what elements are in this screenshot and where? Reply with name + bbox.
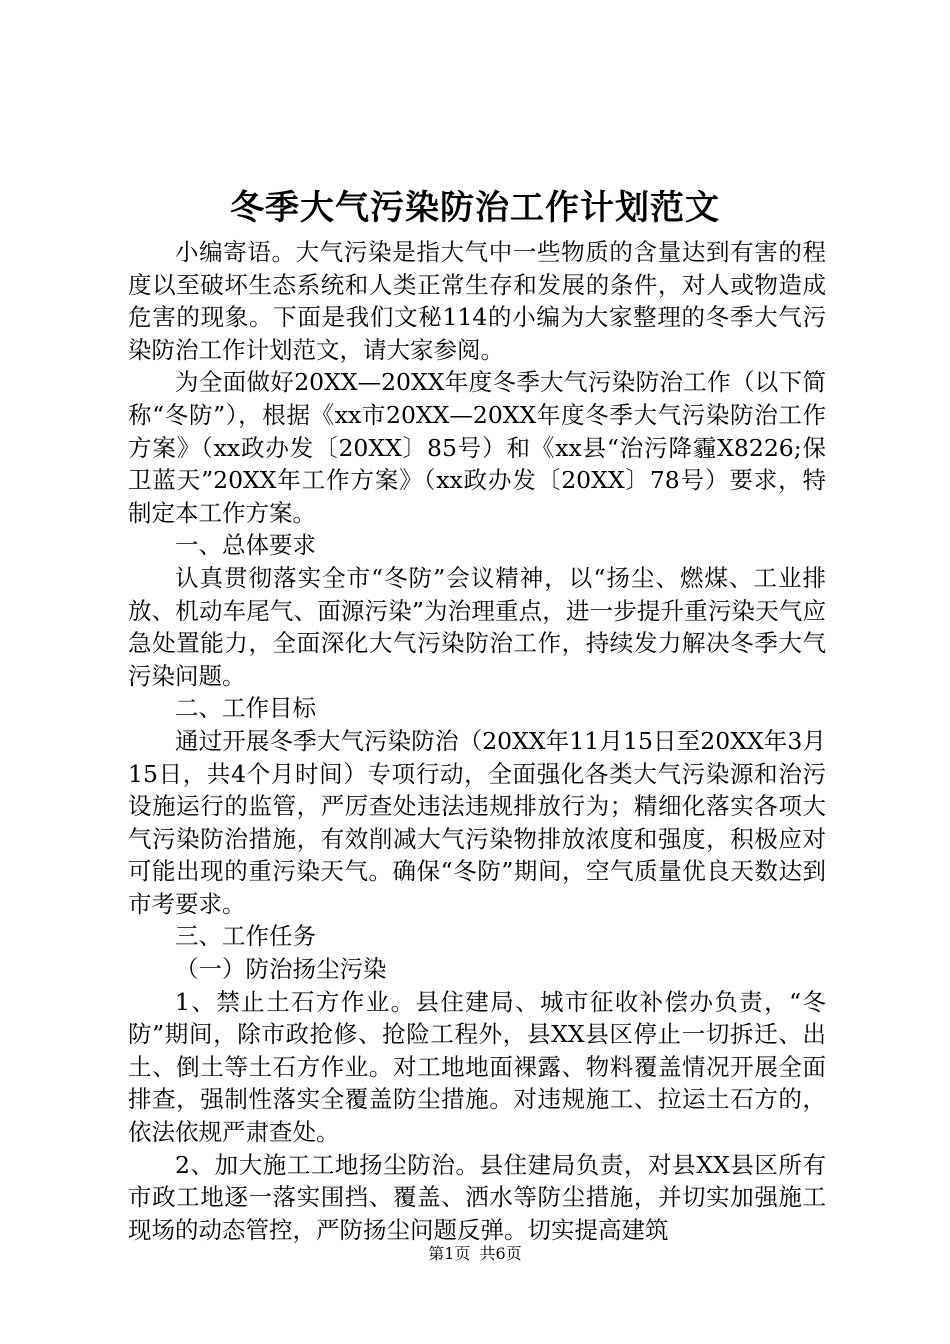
paragraph-task-1: 1、禁止土石方作业。县住建局、城市征收补偿办负责，“冬防”期间，除市政抢修、抢险工程外，县XX县区停止一切拆迁、出土、倒土等土石方作业。对工地地面裸露、物料覆盖情况开展全面排查，强制性落实全覆盖防尘措施。对违规施工、拉运土石方的，依法依规严肃查处。 bbox=[128, 987, 826, 1147]
page-number: 第1页 bbox=[428, 1244, 471, 1263]
paragraph-intro: 小编寄语。大气污染是指大气中一些物质的含量达到有害的程度以至破坏生态系统和人类正常生存和发展的条件，对人或物造成危害的现象。下面是我们文秘114的小编为大家整理的冬季大气污染防治工作计划范文，请大家参阅。 bbox=[128, 238, 826, 364]
section-heading-work-tasks: 三、工作任务 bbox=[175, 922, 316, 951]
paragraph-work-goals: 通过开展冬季大气污染防治（20XX年11月15日至20XX年3月15日，共4个月时间）专项行动，全面强化各类大气污染源和治污设施运行的监管，严厉查处违法违规排放行为；精细化落实各项大气污染防治措施，有效削减大气污染物排放浓度和强度，积极应对可能出现的重污染天气。确保“冬防”期间，空气质量优良天数达到市考要求。 bbox=[128, 726, 826, 918]
page-footer bbox=[0, 1243, 950, 1265]
paragraph-general-requirements: 认真贯彻落实全市“冬防”会议精神，以“扬尘、燃煤、工业排放、机动车尾气、面源污染”为治理重点，进一步提升重污染天气应急处置能力，全面深化大气污染防治工作，持续发力解决冬季大气污染问题。 bbox=[128, 563, 826, 690]
page-total: 共6页 bbox=[479, 1244, 522, 1263]
document-body bbox=[128, 236, 826, 1246]
paragraph-purpose: 为全面做好20XX—20XX年度冬季大气污染防治工作（以下简称“冬防”），根据《xx市20XX—20XX年度冬季大气污染防治工作方案》（xx政办发〔20XX〕85号）和《xx县“治污降霾X8226;保卫蓝天”20XX年工作方案》（xx政办发〔20XX〕78号）要求，特制定本工作方案。 bbox=[128, 368, 826, 527]
document-title: 冬季大气污染防治工作计划范文 bbox=[230, 188, 720, 228]
section-heading-work-goals: 二、工作目标 bbox=[175, 694, 316, 723]
paragraph-task-2: 2、加大施工工地扬尘防治。县住建局负责，对县XX县区所有市政工地逐一落实围挡、覆盖、洒水等防尘措施，并切实加强施工现场的动态管控，严防扬尘问题反弹。切实提高建筑 bbox=[128, 1150, 826, 1244]
section-heading-general-requirements: 一、总体要求 bbox=[175, 531, 316, 560]
subsection-heading-dust-control: （一）防治扬尘污染 bbox=[175, 955, 387, 984]
